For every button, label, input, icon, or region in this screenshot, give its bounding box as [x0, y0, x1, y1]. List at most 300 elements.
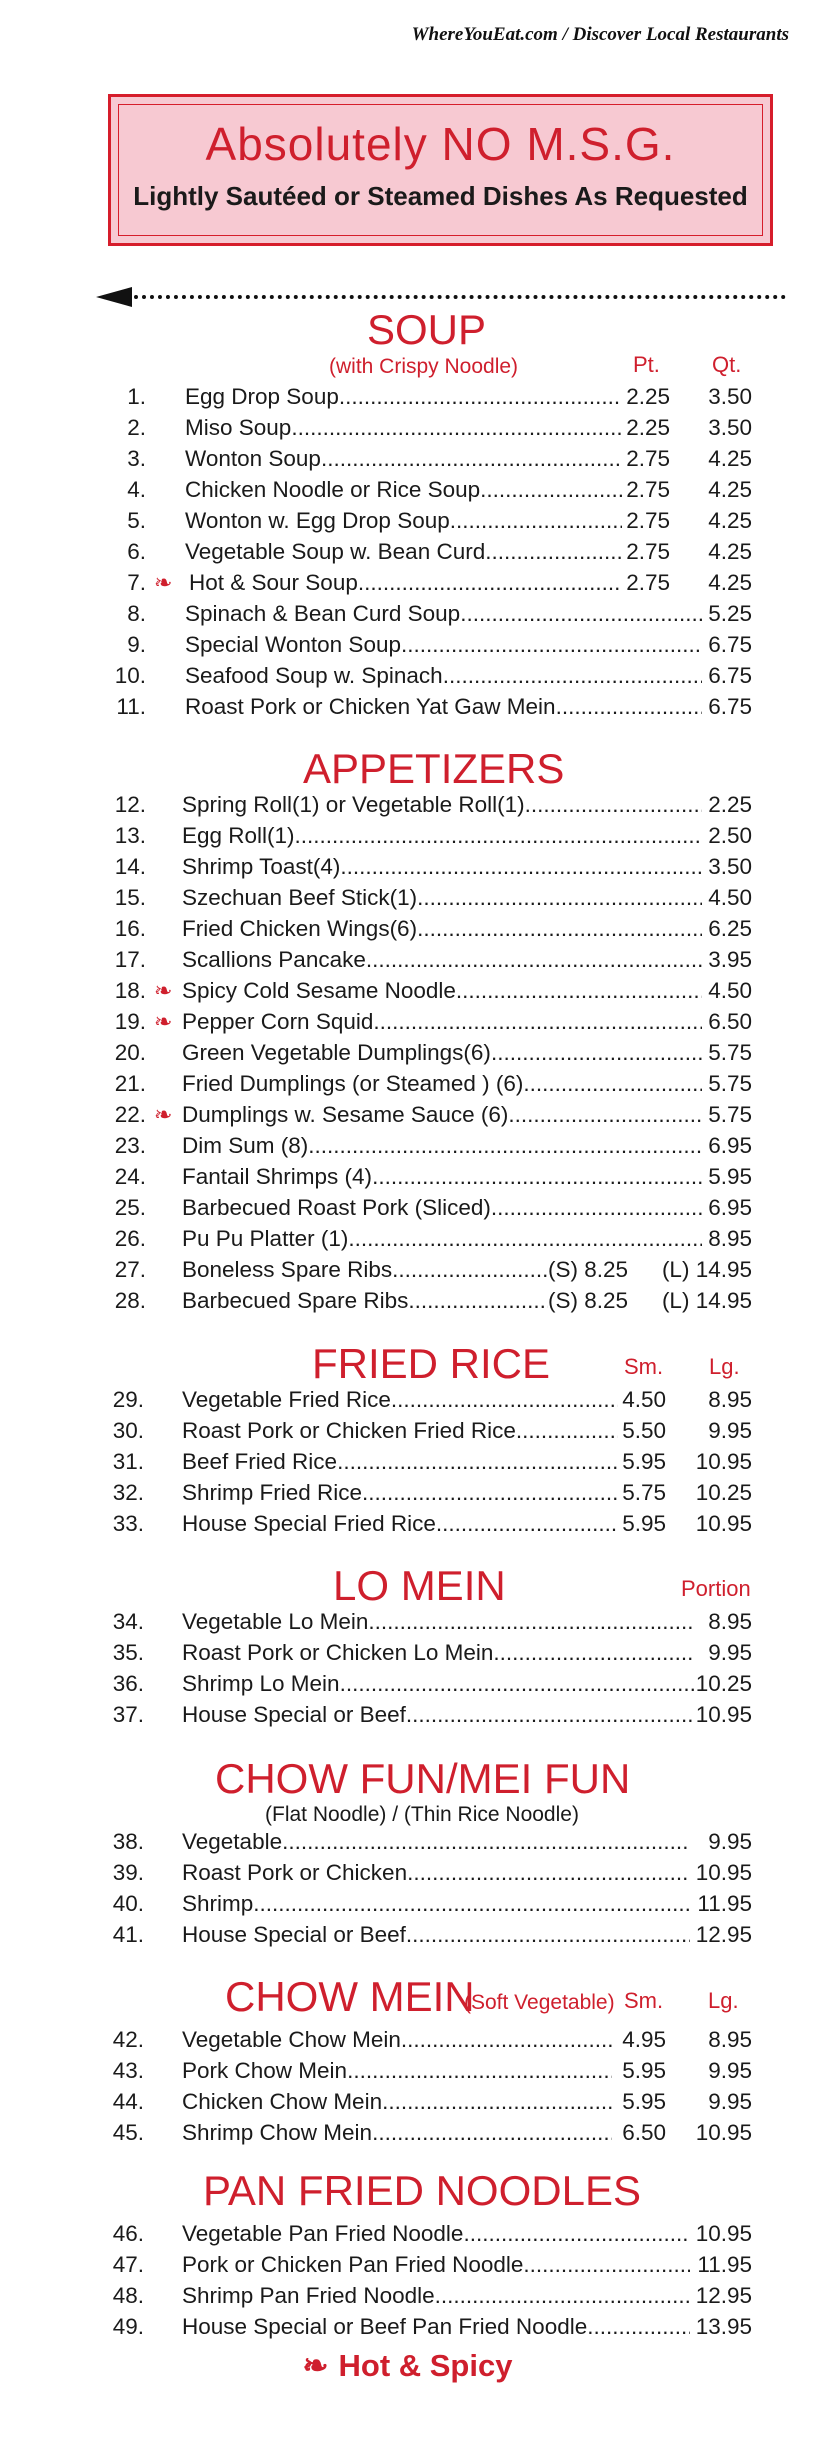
dot-leader — [587, 2311, 690, 2342]
menu-item-row — [0, 443, 815, 474]
item-price: 5.75 — [622, 1480, 666, 1505]
item-name — [182, 789, 702, 820]
item-price: 8.95 — [708, 1387, 752, 1412]
menu-item-row — [0, 1037, 815, 1068]
fried-rice-col-large: Lg. — [709, 1354, 740, 1379]
item-price: 4.50 — [622, 1387, 666, 1412]
item-name — [185, 412, 622, 443]
dot-leader — [480, 474, 622, 505]
item-number: 33. — [112, 1511, 144, 1536]
item-name — [182, 1006, 702, 1037]
item-name — [182, 1037, 702, 1068]
item-name-text: Roast Pork or Chicken Yat Gaw Mein — [185, 694, 556, 719]
item-price: (L) 14.95 — [661, 1257, 752, 1282]
item-number: 1. — [127, 384, 146, 409]
item-price: 4.25 — [708, 570, 752, 595]
item-name-text: House Special or Beef Pan Fried Noodle — [182, 2314, 588, 2339]
item-number: 30. — [112, 1418, 144, 1443]
item-price: 2.75 — [626, 446, 670, 471]
item-price: 5.95 — [622, 2058, 666, 2083]
menu-item-row — [0, 1446, 815, 1477]
item-price: 5.75 — [708, 1102, 752, 1127]
item-name — [182, 913, 702, 944]
item-name-text: Miso Soup — [185, 415, 292, 440]
item-name — [182, 2311, 690, 2342]
item-number: 45. — [112, 2120, 144, 2145]
chow-mein-col-small: Sm. — [624, 1988, 664, 2013]
item-name-text: Barbecued Spare Ribs — [182, 1288, 409, 1313]
item-name-text: Roast Pork or Chicken — [182, 1860, 408, 1885]
dot-leader — [556, 691, 702, 722]
item-price: 4.50 — [708, 978, 752, 1003]
item-price: 10.25 — [695, 1480, 752, 1505]
item-name — [182, 1606, 695, 1637]
item-number: 38. — [112, 1829, 144, 1854]
item-number: 6. — [127, 539, 146, 564]
dot-leader — [508, 1099, 702, 1130]
dot-leader — [358, 567, 622, 598]
item-name-text: Chicken Noodle or Rice Soup — [185, 477, 481, 502]
item-name — [182, 1415, 618, 1446]
soup-col-quart: Qt. — [712, 352, 742, 377]
chow-fun-note: (Flat Noodle) / (Thin Rice Noodle) — [265, 1803, 579, 1826]
item-name-text: Egg Roll(1) — [182, 823, 295, 848]
chili-pepper-icon: ❧ — [154, 570, 173, 595]
item-number: 7. — [127, 570, 146, 595]
item-price: 5.25 — [708, 601, 752, 626]
item-name — [182, 2055, 612, 2086]
item-number: 36. — [112, 1671, 144, 1696]
item-name — [182, 851, 702, 882]
menu-item-row — [0, 598, 815, 629]
item-number: 26. — [114, 1226, 146, 1251]
menu-item-row — [0, 882, 815, 913]
item-number: 3. — [127, 446, 146, 471]
item-number: 16. — [114, 916, 146, 941]
dot-leader — [463, 2218, 690, 2249]
item-number: 17. — [114, 947, 146, 972]
item-name-text: Chicken Chow Mein — [182, 2089, 383, 2114]
menu-item-row — [0, 505, 815, 536]
menu-item-row — [0, 567, 815, 598]
item-price: 9.95 — [708, 1418, 752, 1443]
item-name — [182, 1130, 702, 1161]
dot-leader — [295, 820, 702, 851]
item-price: 6.95 — [708, 1195, 752, 1220]
item-name-text: Special Wonton Soup — [185, 632, 401, 657]
spicy-legend — [0, 2348, 815, 2384]
dot-leader — [321, 443, 622, 474]
item-name-text: Fantail Shrimps (4) — [182, 1164, 373, 1189]
item-name-text: Seafood Soup w. Spinach — [185, 663, 443, 688]
menu-item-row — [0, 1857, 815, 1888]
item-name-text: House Special or Beef — [182, 1922, 406, 1947]
chow-fun-title: CHOW FUN/MEI FUN — [215, 1755, 631, 1802]
item-name — [182, 1637, 695, 1668]
item-name — [182, 1508, 618, 1539]
item-name-text: Beef Fried Rice — [182, 1449, 338, 1474]
dot-leader — [491, 1037, 702, 1068]
menu-item-row — [0, 1130, 815, 1161]
item-number: 5. — [127, 508, 146, 533]
item-name-text: Spinach & Bean Curd Soup — [185, 601, 461, 626]
item-price: 5.95 — [622, 2089, 666, 2114]
menu-item-row — [0, 2117, 815, 2148]
item-price: 2.75 — [626, 570, 670, 595]
item-price: 11.95 — [697, 2252, 752, 2277]
item-number: 47. — [112, 2252, 144, 2277]
chow-mein-title: CHOW MEIN — [225, 1973, 475, 2020]
item-price: 4.25 — [708, 477, 752, 502]
dot-leader — [340, 851, 702, 882]
banner-title: Absolutely NO M.S.G. — [205, 118, 676, 170]
item-price: 5.95 — [708, 1164, 752, 1189]
item-number: 23. — [114, 1133, 146, 1158]
left-arrow-icon — [96, 287, 786, 307]
item-number: 12. — [114, 792, 146, 817]
item-name-text: Vegetable Lo Mein — [182, 1609, 369, 1634]
dot-leader — [485, 536, 622, 567]
item-price: 3.50 — [708, 415, 752, 440]
item-name-text: Fried Chicken Wings(6) — [182, 916, 418, 941]
spicy-legend-label: Hot & Spicy — [338, 2348, 513, 2383]
chili-pepper-icon: ❧ — [302, 2348, 329, 2383]
item-name-text: Vegetable — [182, 1829, 283, 1854]
item-price: 10.95 — [695, 2221, 752, 2246]
item-price: 8.95 — [708, 1226, 752, 1251]
item-price: 4.25 — [708, 446, 752, 471]
dot-leader — [282, 1826, 690, 1857]
item-name — [182, 1099, 702, 1130]
item-name-text: House Special or Beef — [182, 1702, 406, 1727]
item-number: 29. — [112, 1387, 144, 1412]
menu-item-row — [0, 1099, 815, 1130]
item-number: 39. — [112, 1860, 144, 1885]
menu-item-row — [0, 1668, 815, 1699]
item-name-text: Wonton Soup — [185, 446, 321, 471]
menu-item-row — [0, 1606, 815, 1637]
item-price: 2.75 — [626, 539, 670, 564]
menu-item-row — [0, 2311, 815, 2342]
item-name — [182, 2024, 612, 2055]
item-price: 5.95 — [622, 1449, 666, 1474]
item-name — [182, 2218, 690, 2249]
item-number: 31. — [112, 1449, 144, 1474]
item-name — [182, 1068, 702, 1099]
item-price: 6.50 — [708, 1009, 752, 1034]
item-number: 22. — [114, 1102, 146, 1127]
item-name — [185, 443, 622, 474]
item-price: 9.95 — [708, 2089, 752, 2114]
menu-item-row — [0, 1068, 815, 1099]
item-number: 34. — [112, 1609, 144, 1634]
menu-item-row — [0, 1254, 815, 1285]
item-number: 4. — [127, 477, 146, 502]
item-price: 2.25 — [626, 384, 670, 409]
item-name — [185, 598, 702, 629]
item-name-text: Green Vegetable Dumplings(6) — [182, 1040, 491, 1065]
dot-leader — [339, 381, 622, 412]
item-price: 6.25 — [708, 916, 752, 941]
item-price: 6.95 — [708, 1133, 752, 1158]
menu-item-row — [0, 1006, 815, 1037]
item-price: 10.95 — [695, 1860, 752, 1885]
item-price: 6.75 — [708, 694, 752, 719]
chili-pepper-icon: ❧ — [154, 978, 173, 1003]
item-price: 12.95 — [695, 2283, 752, 2308]
item-name — [182, 1192, 702, 1223]
item-name — [182, 1254, 548, 1285]
item-name-text: Shrimp Fried Rice — [182, 1480, 363, 1505]
item-name-text: Spicy Cold Sesame Noodle — [182, 978, 456, 1003]
item-price: 10.95 — [695, 1511, 752, 1536]
item-price: 5.75 — [708, 1071, 752, 1096]
item-name — [182, 1668, 695, 1699]
item-price: 10.95 — [695, 1702, 752, 1727]
item-name-text: House Special Fried Rice — [182, 1511, 436, 1536]
item-price: 4.50 — [708, 885, 752, 910]
dot-leader — [491, 1192, 702, 1223]
item-price: 4.25 — [708, 539, 752, 564]
dot-leader — [408, 1285, 548, 1316]
lo-mein-title: LO MEIN — [333, 1562, 506, 1609]
dot-leader — [435, 2280, 690, 2311]
item-name-text: Shrimp Chow Mein — [182, 2120, 373, 2145]
item-name — [185, 505, 622, 536]
item-name — [182, 882, 702, 913]
item-name-text: Roast Pork or Chicken Fried Rice — [182, 1418, 516, 1443]
item-number: 15. — [114, 885, 146, 910]
dot-leader — [460, 598, 702, 629]
item-name — [182, 1857, 690, 1888]
item-name-text: Pu Pu Platter (1) — [182, 1226, 349, 1251]
item-name-text: Dim Sum (8) — [182, 1133, 309, 1158]
item-price: 5.95 — [622, 1511, 666, 1536]
chili-pepper-icon: ❧ — [154, 1102, 173, 1127]
item-name-text: Fried Dumplings (or Steamed ) (6) — [182, 1071, 524, 1096]
item-number: 2. — [127, 415, 146, 440]
dot-leader — [516, 1415, 618, 1446]
menu-item-row — [0, 1285, 815, 1316]
dot-leader — [401, 2024, 612, 2055]
item-price: 5.50 — [622, 1418, 666, 1443]
lo-mein-col-portion: Portion — [681, 1576, 751, 1601]
item-price: 9.95 — [708, 1640, 752, 1665]
menu-item-row — [0, 1161, 815, 1192]
item-price: 6.50 — [622, 2120, 666, 2145]
item-price: 12.95 — [695, 1922, 752, 1947]
menu-item-row — [0, 474, 815, 505]
item-number: 40. — [112, 1891, 144, 1916]
item-price: (S) 8.25 — [548, 1257, 629, 1282]
fried-rice-col-small: Sm. — [624, 1354, 664, 1379]
item-number: 20. — [114, 1040, 146, 1065]
item-price: 10.95 — [695, 1449, 752, 1474]
item-number: 35. — [112, 1640, 144, 1665]
item-name — [185, 691, 702, 722]
menu-item-row — [0, 913, 815, 944]
menu-item-row — [0, 789, 815, 820]
fried-rice-title: FRIED RICE — [312, 1340, 551, 1387]
dot-leader — [392, 1254, 548, 1285]
item-number: 43. — [112, 2058, 144, 2083]
chow-mein-col-large: Lg. — [708, 1988, 739, 2013]
dot-leader — [362, 1477, 618, 1508]
dot-leader — [253, 1888, 690, 1919]
item-name-text: Shrimp — [182, 1891, 254, 1916]
menu-item-row — [0, 660, 815, 691]
dot-leader — [372, 2117, 612, 2148]
item-name-text: Spring Roll(1) or Vegetable Roll(1) — [182, 792, 525, 817]
item-price: 6.75 — [708, 632, 752, 657]
item-name — [182, 1446, 618, 1477]
item-number: 41. — [112, 1922, 144, 1947]
dot-leader — [347, 2055, 612, 2086]
item-price: 10.25 — [695, 1671, 752, 1696]
item-price: 10.95 — [695, 2120, 752, 2145]
appetizers-title: APPETIZERS — [303, 745, 565, 792]
item-price: 2.25 — [708, 792, 752, 817]
item-name-text: Vegetable Soup w. Bean Curd — [185, 539, 486, 564]
menu-item-row — [0, 1477, 815, 1508]
menu-item-row — [0, 691, 815, 722]
item-number: 25. — [114, 1195, 146, 1220]
item-number: 37. — [112, 1702, 144, 1727]
dot-leader — [382, 2086, 612, 2117]
item-number: 44. — [112, 2089, 144, 2114]
item-name — [182, 1919, 690, 1950]
item-name — [182, 2280, 690, 2311]
menu-item-row — [0, 629, 815, 660]
item-name — [182, 1285, 548, 1316]
menu-item-row — [0, 2024, 815, 2055]
item-number: 11. — [116, 694, 146, 719]
item-name-text: Pepper Corn Squid — [182, 1009, 374, 1034]
dot-leader — [391, 1384, 618, 1415]
item-price: 9.95 — [708, 1829, 752, 1854]
item-name — [185, 536, 622, 567]
item-name-text: Szechuan Beef Stick(1) — [182, 885, 418, 910]
menu-item-row — [0, 1384, 815, 1415]
item-name — [185, 474, 622, 505]
dot-leader — [523, 2249, 690, 2280]
menu-item-row — [0, 975, 815, 1006]
item-name — [182, 1161, 702, 1192]
item-price: 3.50 — [708, 854, 752, 879]
menu-item-row — [0, 536, 815, 567]
menu-item-row — [0, 1192, 815, 1223]
item-number: 14. — [114, 854, 146, 879]
no-msg-banner — [108, 94, 773, 246]
item-name-text: Shrimp Toast(4) — [182, 854, 341, 879]
dot-leader — [372, 1161, 702, 1192]
dot-leader — [348, 1223, 702, 1254]
item-name — [182, 1477, 618, 1508]
dot-leader — [337, 1446, 618, 1477]
item-number: 42. — [112, 2027, 144, 2052]
item-name-text: Hot & Sour Soup — [189, 570, 358, 595]
item-price: 4.95 — [622, 2027, 666, 2052]
dot-leader — [523, 1068, 702, 1099]
menu-item-row — [0, 820, 815, 851]
item-price: 3.95 — [708, 947, 752, 972]
item-price: 6.75 — [708, 663, 752, 688]
item-name — [182, 944, 702, 975]
chili-pepper-icon: ❧ — [154, 1009, 173, 1034]
dot-leader — [436, 1508, 618, 1539]
dot-leader — [525, 789, 702, 820]
item-price: 5.75 — [708, 1040, 752, 1065]
menu-item-row — [0, 381, 815, 412]
item-name-text: Scallions Pancake — [182, 947, 366, 972]
menu-item-row — [0, 2055, 815, 2086]
item-number: 46. — [112, 2221, 144, 2246]
item-price: 3.50 — [708, 384, 752, 409]
item-name-text: Vegetable Pan Fried Noodle — [182, 2221, 464, 2246]
menu-item-row — [0, 2249, 815, 2280]
menu-item-row — [0, 1415, 815, 1446]
dot-leader — [406, 1699, 695, 1730]
item-name-text: Barbecued Roast Pork (Sliced) — [182, 1195, 491, 1220]
item-number: 49. — [112, 2314, 144, 2339]
item-price: 11.95 — [697, 1891, 752, 1916]
item-price: (L) 14.95 — [661, 1288, 752, 1313]
item-price: 9.95 — [708, 2058, 752, 2083]
menu-item-row — [0, 1888, 815, 1919]
pan-fried-title: PAN FRIED NOODLES — [203, 2167, 641, 2214]
dot-leader — [417, 882, 702, 913]
dot-leader — [366, 944, 702, 975]
menu-item-row — [0, 2218, 815, 2249]
item-price: 2.75 — [626, 477, 670, 502]
dot-leader — [291, 412, 622, 443]
dot-leader — [450, 505, 622, 536]
dot-leader — [373, 1006, 702, 1037]
item-name-text: Shrimp Lo Mein — [182, 1671, 340, 1696]
item-name-text: Pork or Chicken Pan Fried Noodle — [182, 2252, 524, 2277]
item-number: 9. — [127, 632, 146, 657]
item-name — [182, 820, 702, 851]
item-name-text: Egg Drop Soup — [185, 384, 339, 409]
chow-mein-note: (Soft Vegetable) — [464, 1991, 615, 2014]
dot-leader — [401, 629, 702, 660]
item-name — [182, 1888, 690, 1919]
dot-leader — [340, 1668, 695, 1699]
dot-leader — [406, 1919, 690, 1950]
dot-leader — [443, 660, 702, 691]
dot-leader — [417, 913, 702, 944]
item-number: 10. — [114, 663, 146, 688]
item-name — [182, 975, 702, 1006]
item-name-text: Vegetable Chow Mein — [182, 2027, 401, 2052]
item-name — [182, 1223, 702, 1254]
item-name — [185, 381, 622, 412]
item-price: 2.25 — [626, 415, 670, 440]
item-name — [182, 2117, 612, 2148]
soup-col-pint: Pt. — [633, 352, 660, 377]
item-name — [185, 660, 702, 691]
item-price: 13.95 — [695, 2314, 752, 2339]
menu-item-row — [0, 2086, 815, 2117]
item-price: 2.75 — [626, 508, 670, 533]
menu-item-row — [0, 1637, 815, 1668]
item-price: 8.95 — [708, 1609, 752, 1634]
banner-subtitle: Lightly Sautéed or Steamed Dishes As Requested — [133, 181, 748, 211]
item-number: 19. — [114, 1009, 146, 1034]
item-name — [185, 629, 702, 660]
item-name — [189, 567, 622, 598]
item-number: 24. — [114, 1164, 146, 1189]
